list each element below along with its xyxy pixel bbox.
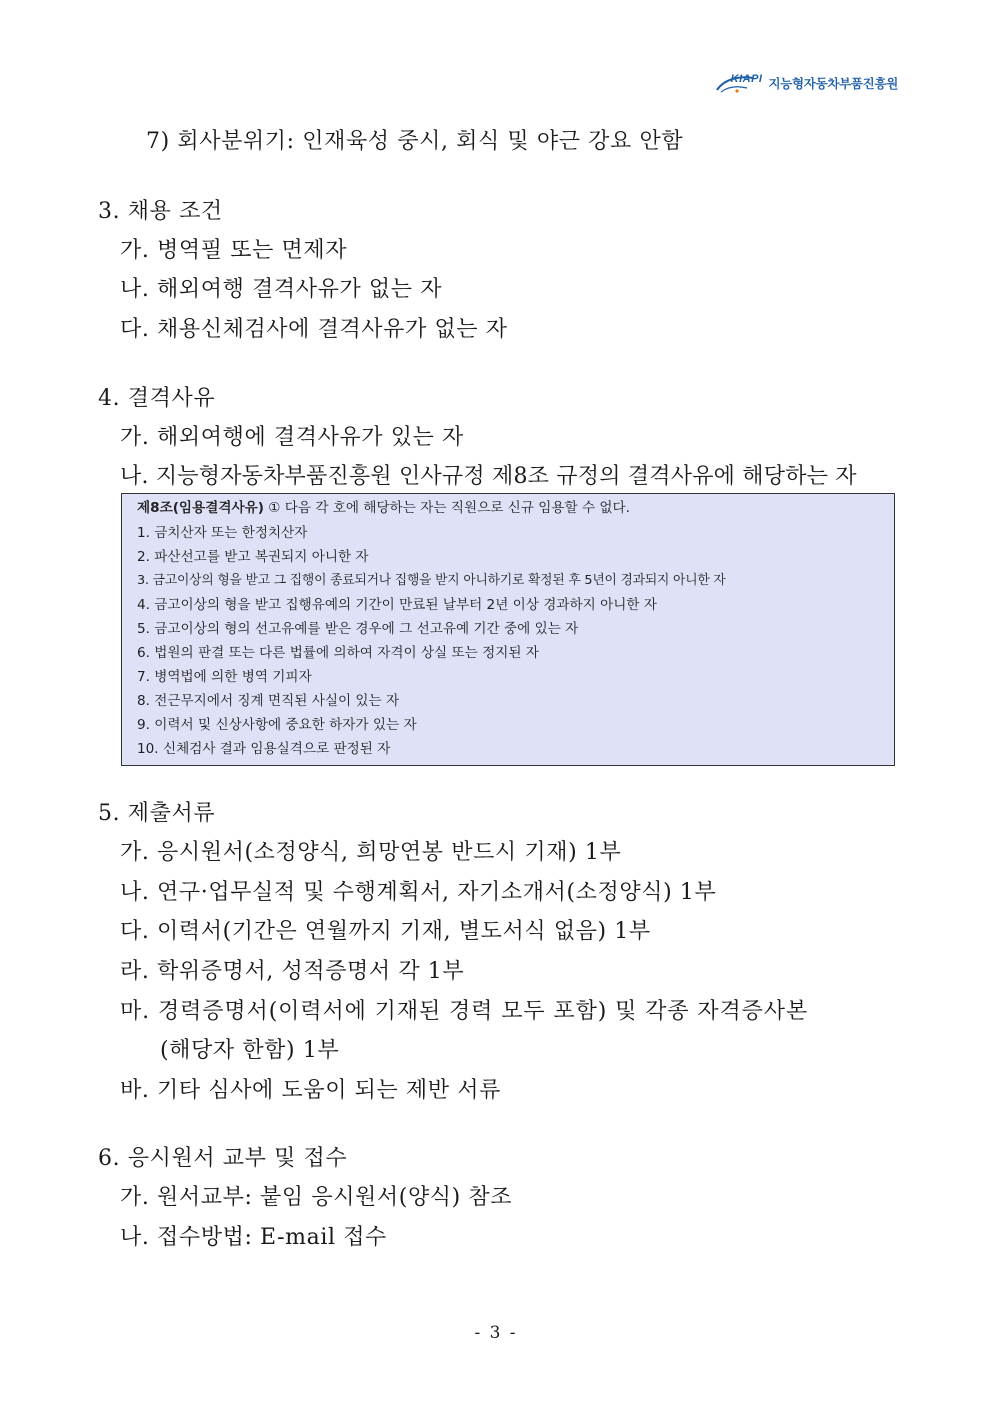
section4-item: 가. 해외여행에 결격사유가 있는 자 [120,425,464,450]
section6-item: 나. 접수방법: E-mail 접수 [120,1225,387,1250]
regulation-article: 제8조(임용결격사유) [137,500,264,516]
regulation-item: 1. 금치산자 또는 한정치산자 [137,525,308,541]
section3-item: 다. 채용신체검사에 결격사유가 없는 자 [120,317,508,342]
section5-heading: 5. 제출서류 [98,801,216,826]
section5-item: 마. 경력증명서(이력서에 기재된 경력 모두 포함) 및 각종 자격증사본 [120,999,809,1024]
section7-item: 7) 회사분위기: 인재육성 중시, 회식 및 야근 강요 안함 [146,129,684,154]
section4-heading: 4. 결격사유 [98,386,216,411]
regulation-item: 2. 파산선고를 받고 복권되지 아니한 자 [137,549,369,565]
section4-item: 나. 지능형자동차부품진흥원 인사규정 제8조 규정의 결격사유에 해당하는 자 [120,464,857,489]
section5-item-continued: (해당자 한함) 1부 [160,1038,340,1063]
page-number: - 3 - [474,1323,518,1343]
logo-text-en: KIAPI [730,73,763,85]
regulation-item: 5. 금고이상의 형의 선고유예를 받은 경우에 그 선고유예 기간 중에 있는 자 [137,621,579,637]
regulation-item: 8. 전근무지에서 징계 면직된 사실이 있는 자 [137,693,400,709]
section6-item: 가. 원서교부: 붙임 응시원서(양식) 참조 [120,1185,513,1210]
regulation-item: 10. 신체검사 결과 임용실격으로 판정된 자 [137,741,391,757]
regulation-title [137,499,630,517]
regulation-item: 3. 금고이상의 형을 받고 그 집행이 종료되거나 집행을 받지 아니하기로 확정된 후 5년이 경과되지 아니한 자 [137,573,726,588]
section5-item: 나. 연구·업무실적 및 수행계획서, 자기소개서(소정양식) 1부 [120,880,717,905]
logo-text-ko: 지능형자동차부품진흥원 [768,76,898,91]
regulation-clause: ① 다음 각 호에 해당하는 자는 직원으로 신규 임용할 수 없다. [263,500,631,516]
kiapi-logo [715,72,898,94]
regulation-item: 9. 이력서 및 신상사항에 중요한 하자가 있는 자 [137,717,417,733]
regulation-box [121,493,895,766]
section3-item: 가. 병역필 또는 면제자 [120,238,348,263]
section6-heading: 6. 응시원서 교부 및 접수 [98,1146,348,1171]
section5-item: 다. 이력서(기간은 연월까지 기재, 별도서식 없음) 1부 [120,919,651,944]
section3-item: 나. 해외여행 결격사유가 없는 자 [120,277,443,302]
regulation-item: 7. 병역법에 의한 병역 기피자 [137,669,312,685]
section5-item: 라. 학위증명서, 성적증명서 각 1부 [120,959,465,984]
section5-item: 바. 기타 심사에 도움이 되는 제반 서류 [120,1078,501,1103]
section3-heading: 3. 채용 조건 [98,199,223,224]
regulation-item: 4. 금고이상의 형을 받고 집행유예의 기간이 만료된 날부터 2년 이상 경과하지 아니한 자 [137,597,657,613]
regulation-item: 6. 법원의 판결 또는 다른 법률에 의하여 자격이 상실 또는 정지된 자 [137,645,539,661]
section5-item: 가. 응시원서(소정양식, 희망연봉 반드시 기재) 1부 [120,840,622,865]
